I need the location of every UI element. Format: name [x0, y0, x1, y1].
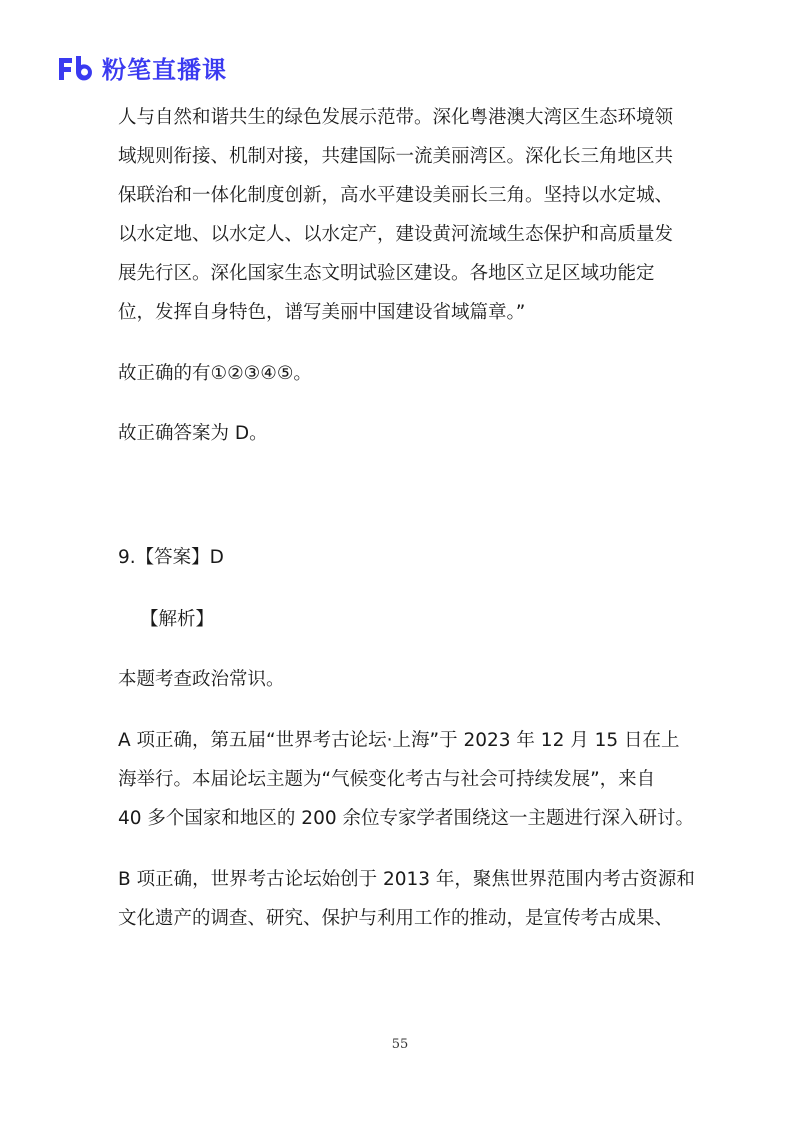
fenbi-logo-icon	[56, 52, 100, 84]
option-a-line: 40 多个国家和地区的 200 余位专家学者围绕这一主题进行深入研讨。	[118, 808, 694, 829]
paragraph-line: 位，发挥自身特色，谱写美丽中国建设省域篇章。”	[118, 302, 526, 323]
paragraph-line: 保联治和一体化制度创新，高水平建设美丽长三角。坚持以水定城、	[118, 185, 674, 206]
paragraph-line: 以水定地、以水定人、以水定产，建设黄河流域生态保护和高质量发	[118, 224, 674, 245]
option-b-line: 文化遗产的调查、研究、保护与利用工作的推动，是宣传考古成果、	[118, 908, 674, 929]
question-9-analysis-heading: 【解析】	[140, 609, 215, 630]
conclusion-answer: 故正确答案为 D。	[118, 423, 268, 444]
paragraph-line: 人与自然和谐共生的绿色发展示范带。深化粤港澳大湾区生态环境领	[118, 107, 674, 128]
brand-header	[56, 50, 227, 85]
option-b-line: B 项正确，世界考古论坛始创于 2013 年，聚焦世界范围内考古资源和	[118, 869, 695, 890]
question-9-intro: 本题考查政治常识。	[118, 669, 285, 690]
question-9-answer: 9.【答案】D	[118, 547, 224, 568]
conclusion-correct-items: 故正确的有①②③④⑤。	[118, 363, 312, 384]
brand-name: 粉笔直播课	[102, 56, 227, 84]
option-a-line: 海举行。本届论坛主题为“气候变化考古与社会可持续发展”，来自	[118, 769, 656, 790]
paragraph-line: 展先行区。深化国家生态文明试验区建设。各地区立足区域功能定	[118, 263, 655, 284]
page-number: 55	[391, 1037, 409, 1052]
option-a-line: A 项正确，第五届“世界考古论坛·上海”于 2023 年 12 月 15 日在上	[118, 730, 680, 751]
paragraph-line: 域规则衔接、机制对接，共建国际一流美丽湾区。深化长三角地区共	[118, 146, 674, 167]
